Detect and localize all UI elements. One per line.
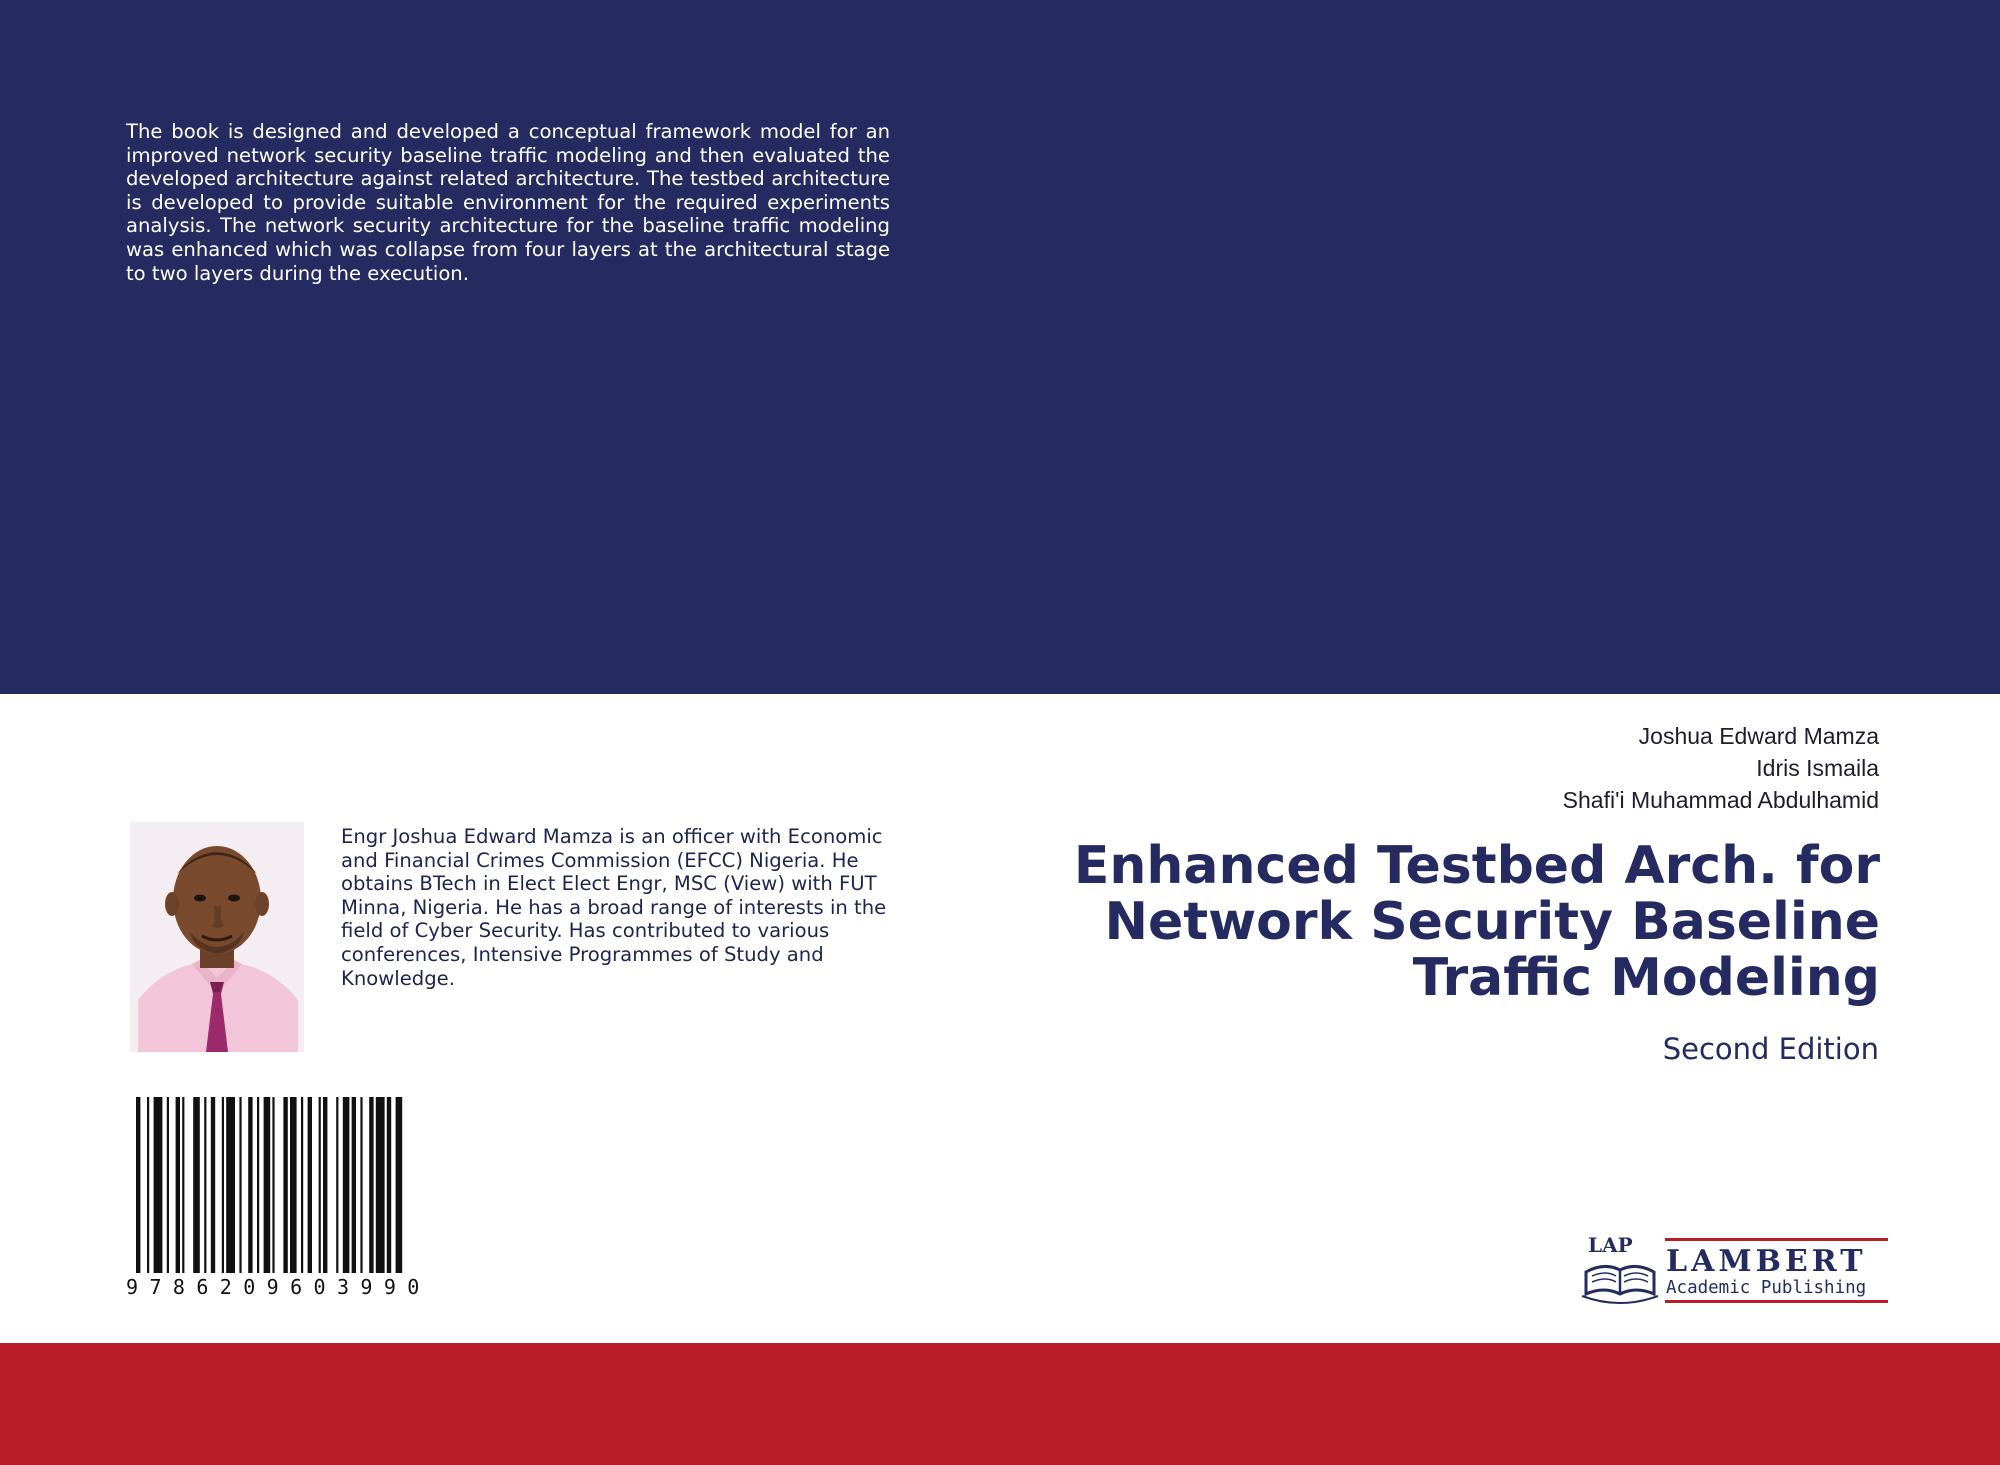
barcode-bar <box>176 1097 180 1273</box>
barcode-bar <box>283 1097 287 1273</box>
isbn-barcode <box>126 1097 462 1301</box>
barcode-bar <box>136 1097 140 1273</box>
publisher-logo <box>1578 1230 1890 1306</box>
book-edition: Second Edition <box>1662 1032 1879 1066</box>
barcode-bar <box>336 1097 338 1273</box>
logo-top-rule <box>1665 1238 1888 1241</box>
isbn-digits: 9786209603990 <box>126 1275 431 1299</box>
barcode-bar <box>272 1097 274 1273</box>
barcode-bar <box>369 1097 373 1273</box>
barcode-bar <box>211 1097 215 1273</box>
barcode-bar <box>226 1097 235 1273</box>
book-title: Enhanced Testbed Arch. for Network Security Baseline Traffic Modeling <box>1073 836 1880 1008</box>
barcode-bar <box>323 1097 327 1273</box>
barcode-bar <box>301 1097 303 1273</box>
barcode-bar <box>193 1097 200 1273</box>
barcode-bar <box>222 1097 224 1273</box>
bottom-color-band <box>0 1343 2000 1465</box>
author-list <box>1179 720 1879 816</box>
barcode-bar <box>167 1097 169 1273</box>
barcode-bar <box>248 1097 252 1273</box>
barcode-bar <box>204 1097 206 1273</box>
barcode-bar <box>387 1097 391 1273</box>
author-name: Shafi'i Muhammad Abdulhamid <box>1562 787 1879 813</box>
barcode-bar <box>147 1097 149 1273</box>
barcode-bar <box>290 1097 297 1273</box>
author-photo <box>130 822 304 1052</box>
barcode-bar <box>360 1097 362 1273</box>
author-name: Joshua Edward Mamza <box>1638 723 1879 749</box>
publisher-name: LAMBERT <box>1666 1244 1867 1279</box>
barcode-bars <box>126 1097 462 1273</box>
back-cover-blurb: The book is designed and developed a conceptual framework model for an improved network security baseline traffic modeling and then evaluated the developed architecture against related architecture. The testbed architecture is developed to provide suitable environment for the required experiments analysis. The network security architecture for the baseline traffic modeling was enhanced which was collapse from four layers at the architectural stage to two layers during the execution. <box>126 120 890 285</box>
barcode-bar <box>257 1097 259 1273</box>
open-book-icon <box>1578 1230 1664 1306</box>
barcode-bar <box>352 1097 356 1273</box>
logo-lap-text: LAP <box>1588 1233 1633 1257</box>
barcode-bar <box>264 1097 271 1273</box>
barcode-bar <box>319 1097 321 1273</box>
publisher-subtitle: Academic Publishing <box>1666 1278 1867 1298</box>
author-bio: Engr Joshua Edward Mamza is an officer with Economic and Financial Crimes Commission (EFCC) Nigeria. He obtains BTech in Elect Elect Engr, MSC (View) with FUT Minna, Nigeria. He has a broad range of interests in the field of Cyber Security. Has contributed to various conferences, Intensive Programmes of Study and Knowledge. <box>341 825 887 990</box>
barcode-bar <box>182 1097 184 1273</box>
barcode-bar <box>396 1097 403 1273</box>
top-color-band <box>0 0 2000 694</box>
barcode-bar <box>239 1097 241 1273</box>
barcode-bar <box>308 1097 312 1273</box>
barcode-bar <box>343 1097 350 1273</box>
barcode-bar <box>376 1097 385 1273</box>
logo-bottom-rule <box>1665 1300 1888 1303</box>
author-name: Idris Ismaila <box>1756 755 1879 781</box>
barcode-bar <box>154 1097 163 1273</box>
author-portrait-icon <box>130 822 304 1052</box>
